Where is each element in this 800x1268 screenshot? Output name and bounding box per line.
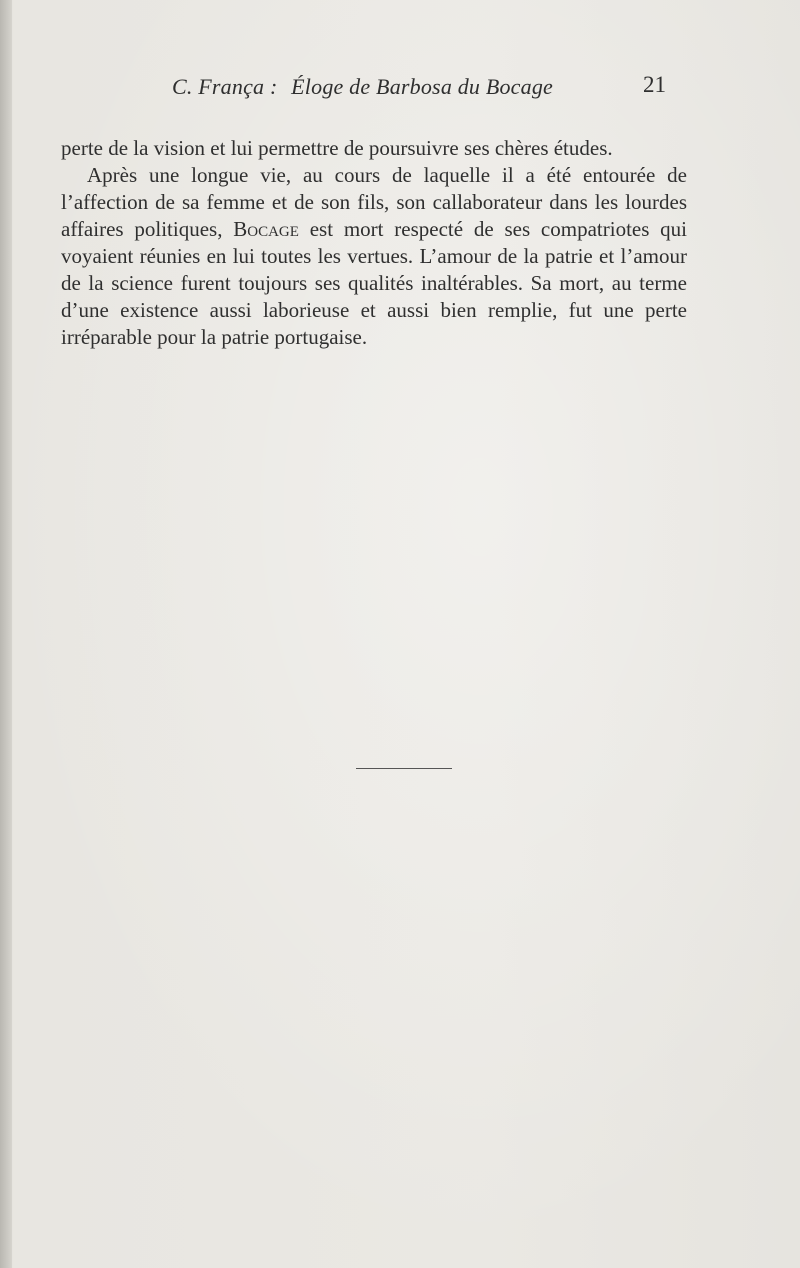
body-text: [61, 135, 687, 351]
paragraph-2-name: Bocage: [233, 217, 299, 241]
paragraph-1: perte de la vision et lui permettre de poursuivre ses chères études.: [61, 136, 613, 160]
page-binding-edge: [0, 0, 12, 1268]
running-header: [172, 74, 572, 100]
header-author: C. França :: [172, 74, 278, 99]
paragraph-2-start: Après une longue vie, au cours de laquelle il a été entourée de l’affection de sa femme et de son fils, son callaborateur dans les lourdes affaires politiques,: [61, 163, 687, 241]
end-rule: [356, 768, 452, 769]
page-number: 21: [643, 72, 666, 97]
paragraph-2-end: est mort respecté de ses compatriotes qui voyaient réunies en lui toutes les vertues. L’amour de la patrie et l’amour de la science furent toujours ses qualités inaltérables. Sa mort, au terme d’une existence aussi laborieuse et aussi bien remplie, fut une perte irréparable pour la patrie portugaise.: [61, 217, 688, 349]
header-title: Éloge de Barbosa du Bocage: [291, 74, 553, 99]
paragraph-2: [61, 162, 687, 351]
